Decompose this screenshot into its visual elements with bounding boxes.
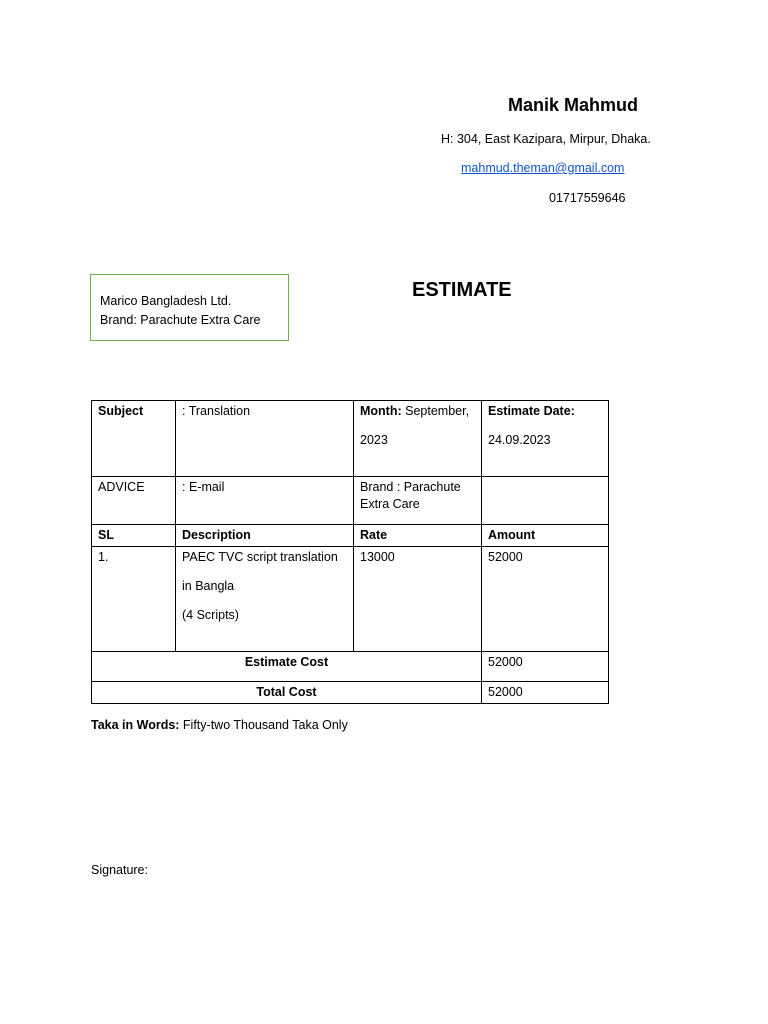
total-cost-label: Total Cost: [92, 682, 482, 704]
total-cost-row: [92, 682, 609, 704]
brand-cell: [354, 477, 482, 525]
column-header-amount: Amount: [482, 525, 609, 547]
signature-label: Signature:: [91, 863, 148, 877]
advice-label: ADVICE: [92, 477, 176, 525]
estimate-date-cell: [482, 401, 609, 477]
empty-cell: [482, 477, 609, 525]
estimate-date-label: Estimate Date:: [488, 404, 575, 418]
estimate-date-value: 24.09.2023: [488, 433, 551, 447]
sender-phone: 01717559646: [549, 191, 626, 205]
taka-in-words-label: Taka in Words:: [91, 718, 180, 732]
estimate-cost-value: 52000: [482, 652, 609, 682]
subject-value: : Translation: [176, 401, 354, 477]
item-description-line-2: in Bangla: [182, 579, 235, 593]
item-description-line-3: (4 Scripts): [182, 608, 239, 622]
estimate-cost-row: [92, 652, 609, 682]
table-row-advice: [92, 477, 609, 525]
client-box: [90, 274, 289, 341]
document-title: ESTIMATE: [412, 279, 512, 301]
taka-in-words: [91, 718, 348, 732]
month-cell: [354, 401, 482, 477]
column-header-rate: Rate: [354, 525, 482, 547]
taka-in-words-value: Fifty-two Thousand Taka Only: [179, 718, 348, 732]
table-header-row: [92, 525, 609, 547]
total-cost-value: 52000: [482, 682, 609, 704]
table-row-subject: [92, 401, 609, 477]
item-description-line-1: PAEC TVC script translation: [182, 550, 338, 564]
sender-address: H: 304, East Kazipara, Mirpur, Dhaka.: [441, 132, 651, 146]
brand-line-2: Extra Care: [360, 497, 420, 511]
sender-name: Manik Mahmud: [508, 95, 639, 115]
estimate-cost-label: Estimate Cost: [92, 652, 482, 682]
item-sl: 1.: [92, 547, 176, 652]
client-brand: Brand: Parachute Extra Care: [100, 313, 261, 327]
item-rate: 13000: [354, 547, 482, 652]
item-amount: 52000: [482, 547, 609, 652]
column-header-description: Description: [176, 525, 354, 547]
subject-label: Subject: [92, 401, 176, 477]
brand-line-1: Brand : Parachute: [360, 480, 461, 494]
advice-value: : E-mail: [176, 477, 354, 525]
month-label: Month:: [360, 404, 402, 418]
item-description: [176, 547, 354, 652]
estimate-table: [91, 400, 609, 704]
month-year: 2023: [360, 433, 388, 447]
table-row: [92, 547, 609, 652]
column-header-sl: SL: [92, 525, 176, 547]
month-value: September,: [401, 404, 470, 418]
client-company: Marico Bangladesh Ltd.: [100, 294, 232, 308]
sender-email-link[interactable]: mahmud.theman@gmail.com: [461, 161, 625, 175]
